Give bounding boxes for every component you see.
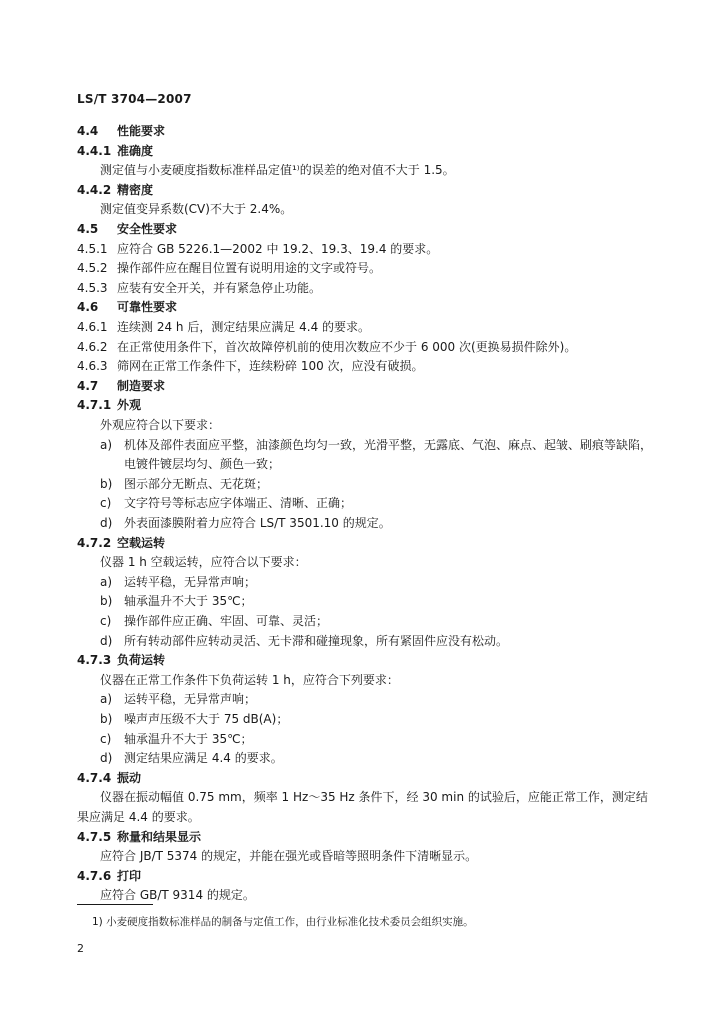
list-item <box>100 713 288 725</box>
paragraph: 应符合 JB/T 5374 的规定，并能在强光或昏暗等照明条件下清晰显示。 <box>100 849 478 864</box>
section-line <box>77 223 177 235</box>
list-item-text: 轴承温升不大于 35℃； <box>124 594 253 609</box>
list-marker: c) <box>100 731 112 746</box>
section-text: 连续测 24 h 后，测定结果应满足 4.4 的要求。 <box>117 320 371 334</box>
list-item <box>100 439 652 451</box>
section-text: 操作部件应在醒目位置有说明用途的文字或符号。 <box>117 261 382 276</box>
list-marker: d) <box>100 751 113 766</box>
standard-code: LS/T 3704—2007 <box>77 92 192 106</box>
section-number: 4.6 <box>77 300 99 315</box>
list-item-text: 测定结果应满足 4.4 的要求。 <box>124 751 283 766</box>
section-heading: 可靠性要求 <box>117 300 178 315</box>
section-heading: 振动 <box>117 770 142 785</box>
list-item <box>100 635 508 647</box>
section-line <box>77 301 177 313</box>
paragraph: 测定值变异系数(CV)不大于 2.4%。 <box>100 202 293 217</box>
section-text: 应符合 GB 5226.1—2002 中 19.2、19.3、19.4 的要求。 <box>117 241 439 256</box>
list-item-text: 机体及部件表面应平整，油漆颜色均匀一致，光滑平整，无露底、气泡、麻点、起皱、刷痕等缺陷， <box>124 437 653 452</box>
page-number: 2 <box>77 942 84 955</box>
list-item <box>100 733 253 745</box>
section-line <box>77 321 370 333</box>
section-number: 4.7.1 <box>77 398 112 413</box>
list-marker: c) <box>100 614 112 628</box>
list-item-text: 所有转动部件应转动灵活、无卡滞和碰撞现象，所有紧固件应没有松动。 <box>124 633 509 648</box>
paragraph: 外观应符合以下要求： <box>100 418 221 432</box>
section-number: 4.6.1 <box>77 320 108 334</box>
list-marker: b) <box>100 594 113 609</box>
section-number: 4.7.4 <box>77 770 112 785</box>
list-item-text: 图示部分无断点、无花斑； <box>124 476 269 491</box>
paragraph: 仪器 1 h 空载运转，应符合以下要求： <box>100 555 307 570</box>
section-text: 在正常使用条件下，首次故障停机前的使用次数应不少于 6 000 次(更换易损件除外)。 <box>117 339 577 354</box>
section-number: 4.4.2 <box>77 182 112 197</box>
section-heading: 负荷运转 <box>117 653 166 668</box>
section-number: 4.4.1 <box>77 143 112 158</box>
section-line <box>77 262 381 274</box>
list-marker: a) <box>100 574 113 589</box>
section-number: 4.4 <box>77 124 99 138</box>
section-heading: 称量和结果显示 <box>117 829 202 844</box>
list-item <box>100 595 253 607</box>
paragraph: 应符合 GB/T 9314 的规定。 <box>100 888 255 903</box>
list-item-text: 轴承温升不大于 35℃； <box>124 731 253 746</box>
paragraph: 仪器在振动幅值 0.75 mm，频率 1 Hz～35 Hz 条件下，经 30 min 的试验后，应能正常工作，测定结 <box>100 790 648 805</box>
section-number: 4.7.6 <box>77 868 112 883</box>
section-line <box>77 399 141 411</box>
section-number: 4.5 <box>77 222 99 236</box>
list-item <box>100 576 256 588</box>
section-number: 4.7.3 <box>77 653 112 668</box>
list-item <box>100 615 328 627</box>
paragraph: 测定值与小麦硬度指数标准样品定值¹⁾的误差的绝对值不大于 1.5。 <box>100 163 455 178</box>
list-marker: b) <box>100 712 113 726</box>
list-marker: d) <box>100 516 113 530</box>
section-line <box>77 184 153 196</box>
section-line <box>77 772 141 784</box>
section-line <box>77 831 201 843</box>
section-line <box>77 243 438 255</box>
section-heading: 精密度 <box>117 182 154 197</box>
list-item <box>100 478 268 490</box>
section-number: 4.5.1 <box>77 241 108 256</box>
section-line <box>77 870 141 882</box>
list-item-text: 外表面漆膜附着力应符合 LS/T 3501.10 的规定。 <box>124 516 391 530</box>
section-line <box>77 654 165 666</box>
list-item-text: 运转平稳，无异常声响； <box>124 692 257 707</box>
section-number: 4.7.2 <box>77 535 112 550</box>
section-heading: 安全性要求 <box>117 222 178 236</box>
list-item <box>100 752 283 764</box>
section-line <box>77 282 321 294</box>
section-number: 4.5.3 <box>77 280 108 295</box>
list-item-text: 文字符号等标志应字体端正、清晰、正确； <box>124 496 353 511</box>
section-text: 应装有安全开关，并有紧急停止功能。 <box>117 280 322 295</box>
list-item-text: 噪声声压级不大于 75 dB(A)； <box>124 712 289 726</box>
list-item <box>100 497 352 509</box>
section-number: 4.6.3 <box>77 359 108 374</box>
section-line <box>77 125 165 137</box>
section-heading: 打印 <box>117 868 142 883</box>
section-line <box>77 380 165 392</box>
section-line <box>77 341 576 353</box>
footnote-divider <box>77 904 153 905</box>
section-line <box>77 145 153 157</box>
list-item-text: 操作部件应正确、牢固、可靠、灵活； <box>124 614 329 628</box>
list-item-text: 运转平稳，无异常声响； <box>124 574 257 589</box>
footnote: 1) 小麦硬度指数标准样品的制备与定值工作，由行业标准化技术委员会组织实施。 <box>92 916 474 928</box>
section-number: 4.7.5 <box>77 829 112 844</box>
list-marker: b) <box>100 476 113 491</box>
section-text: 筛网在正常工作条件下，连续粉碎 100 次，应没有破损。 <box>117 359 424 374</box>
list-item-continuation: 电镀件镀层均匀、颜色一致； <box>124 457 281 472</box>
section-number: 4.5.2 <box>77 261 108 276</box>
paragraph: 仪器在正常工作条件下负荷运转 1 h，应符合下列要求： <box>100 672 399 687</box>
list-marker: c) <box>100 496 112 511</box>
list-marker: a) <box>100 692 113 707</box>
section-line <box>77 537 165 549</box>
section-heading: 性能要求 <box>117 124 166 138</box>
list-item <box>100 517 391 529</box>
section-heading: 外观 <box>117 398 142 413</box>
section-number: 4.6.2 <box>77 339 108 354</box>
section-heading: 制造要求 <box>117 378 166 393</box>
section-number: 4.7 <box>77 378 99 393</box>
section-heading: 准确度 <box>117 143 154 158</box>
list-marker: d) <box>100 633 113 648</box>
list-marker: a) <box>100 437 113 452</box>
section-line <box>77 360 424 372</box>
list-item <box>100 693 256 705</box>
section-heading: 空载运转 <box>117 535 166 550</box>
paragraph-continuation: 果应满足 4.4 的要求。 <box>77 810 200 824</box>
